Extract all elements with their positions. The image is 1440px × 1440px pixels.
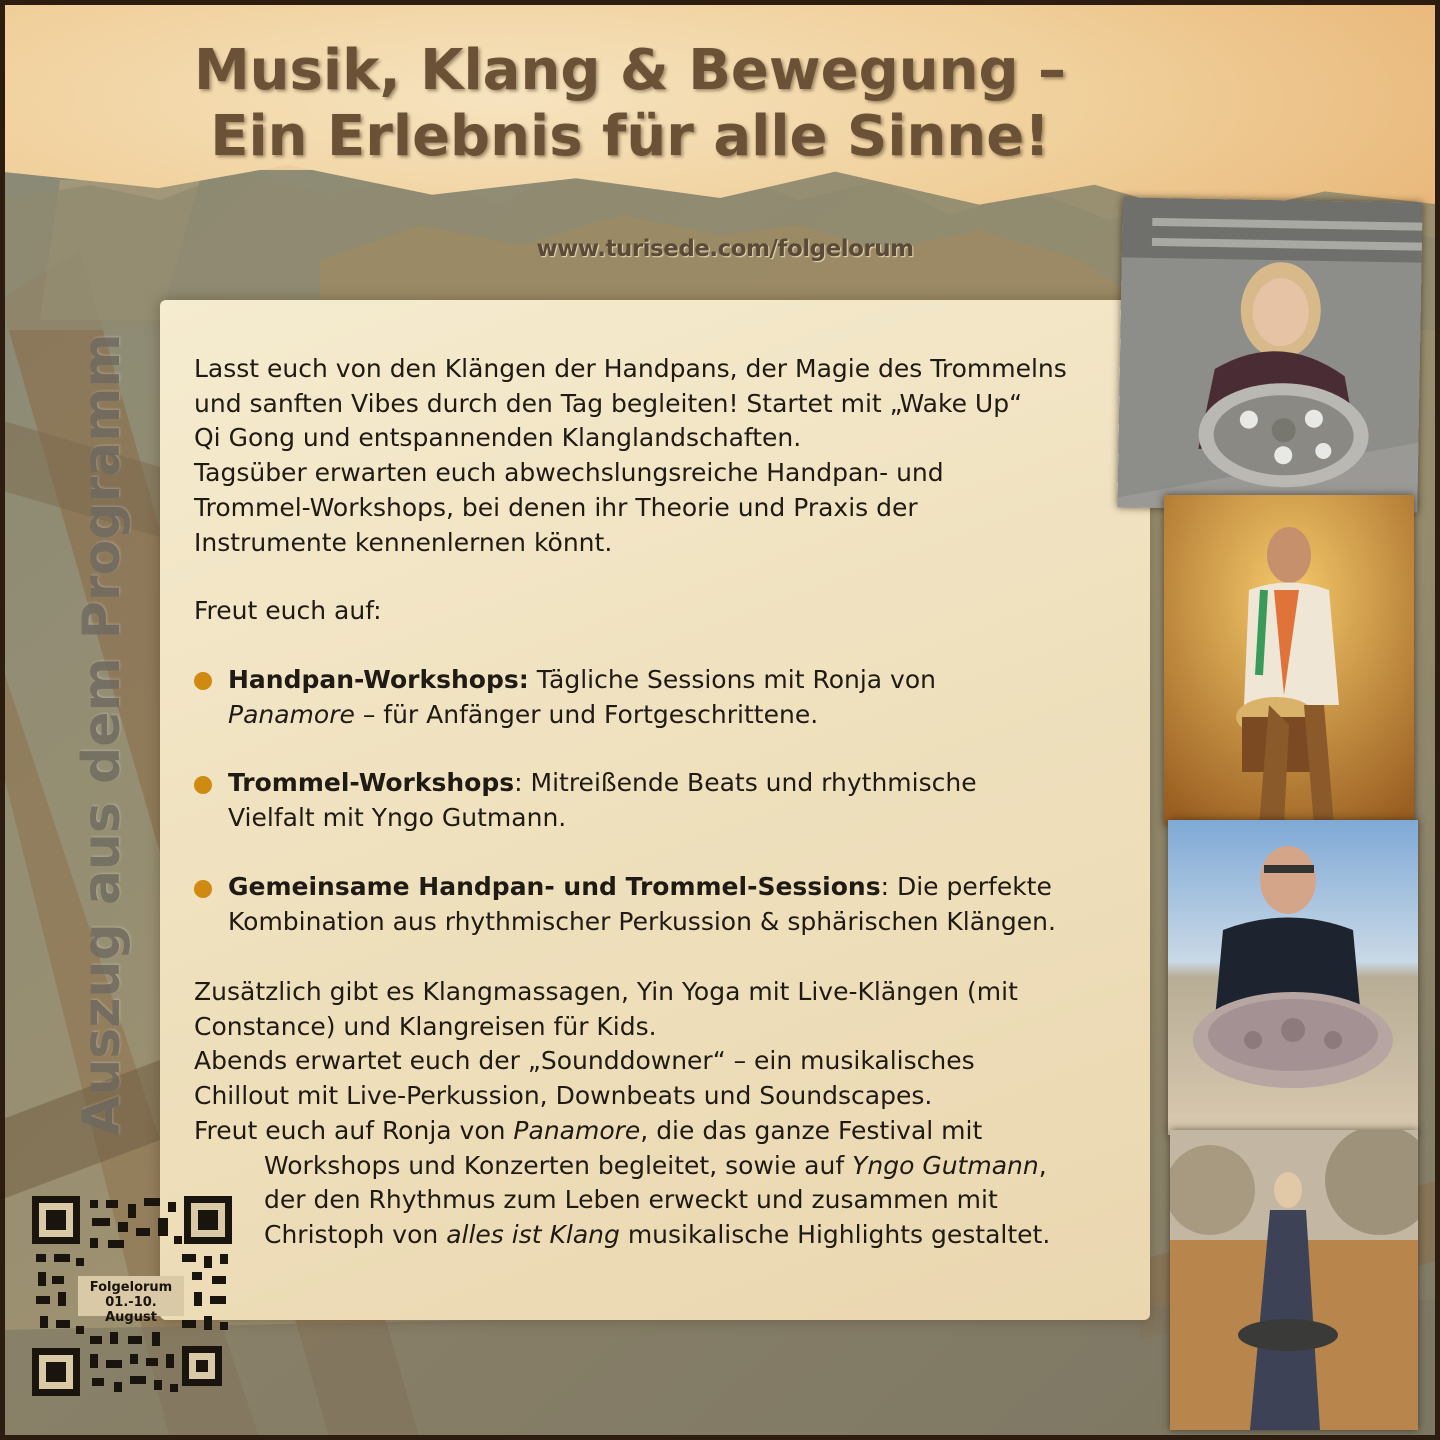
bullet-item [228,870,1056,939]
outro-text: , die das ganze Festival mit [640,1115,983,1145]
photo-handpan-girl [1117,197,1422,512]
outro-paragraph [194,975,1050,1253]
outro-text: musikalische Highlights gestaltet. [619,1219,1051,1249]
photo-drummer [1164,495,1414,825]
bullet-text: : Die perfekte [880,872,1052,901]
bullet-title: Handpan-Workshops: [228,665,529,694]
bullet-dot [194,672,212,690]
bullet-line [228,663,936,698]
photo-woman-field [1170,1130,1418,1430]
title-line-2: Ein Erlebnis für alle Sinne! [210,104,1050,169]
intro-line: Instrumente kennenlernen könnt. [194,527,613,557]
title-line-1: Musik, Klang & Bewegung – [193,38,1067,103]
website-url[interactable]: www.turisede.com/folgelorum [536,236,914,262]
photo-drummer-image [1164,495,1414,825]
photo-column [1120,195,1420,1430]
outro-line: Chillout mit Live-Perkussion, Downbeats und Soundscapes. [194,1081,933,1111]
outro-line: der den Rhythmus zum Leben erweckt und zusammen mit [264,1185,998,1215]
intro-line: Lasst euch von den Klängen der Handpans, der Magie des Trommelns [194,354,1067,383]
bullet-emphasis: Panamore [228,699,355,729]
outro-emphasis: Panamore [513,1115,641,1145]
photo-beach-handpan-image [1168,820,1418,1135]
bullet-title: Trommel-Workshops [228,768,515,797]
intro-line: und sanften Vibes durch den Tag begleiten! Startet mit „Wake Up“ [194,388,1023,418]
outro-text: Freut euch auf Ronja von [194,1115,514,1145]
outro-line [194,1149,1050,1184]
photo-woman-field-image [1170,1130,1418,1430]
photo-handpan-girl-image [1117,197,1422,512]
bullet-line: Kombination aus rhythmischer Perkussion & sphärischen Klängen. [228,906,1056,936]
outro-line [194,1114,1050,1149]
bullet-item [228,766,977,835]
bullet-item [228,663,936,732]
outro-emphasis: Yngo Gutmann [852,1150,1039,1180]
outro-line: Zusätzlich gibt es Klangmassagen, Yin Yoga mit Live-Klängen (mit [194,977,1018,1006]
freut-heading: Freut euch auf: [194,596,382,625]
intro-line: Tagsüber erwarten euch abwechslungsreiche Handpan- und [194,458,944,488]
bullet-line: Vielfalt mit Yngo Gutmann. [228,802,567,832]
bullet-line [228,766,977,801]
outro-text: , [1038,1150,1047,1180]
bullet-text: : Mitreißende Beats und rhythmische [514,768,977,797]
intro-line: Qi Gong und entspannenden Klanglandschaften. [194,423,802,453]
intro-line: Trommel-Workshops, bei denen ihr Theorie und Praxis der [194,492,918,522]
outro-text: Workshops und Konzerten begleitet, sowie auf [264,1150,853,1180]
photo-beach-handpan [1168,820,1418,1135]
intro-paragraph [194,352,1067,560]
bullet-text: Tägliche Sessions mit Ronja von [528,665,936,694]
outro-line [194,1218,1050,1253]
outro-emphasis: alles ist Klang [446,1219,620,1249]
qr-label-line-2: 01.-10. August [105,1295,157,1325]
outro-line: Abends erwartet euch der „Sounddowner“ – ein musikalisches [194,1046,975,1076]
outro-line: Constance) und Klangreisen für Kids. [194,1011,657,1041]
qr-label [78,1276,184,1325]
bullet-text: – für Anfänger und Fortgeschrittene. [354,699,819,729]
outro-text: Christoph von [264,1219,447,1249]
bullet-dot [194,880,212,898]
page-title [120,38,1140,170]
bullet-line [228,698,936,733]
bullet-dot [194,776,212,794]
bullet-title: Gemeinsame Handpan- und Trommel-Sessions [228,872,881,901]
qr-label-line-1: Folgelorum [89,1280,173,1295]
bullet-line [228,870,1056,905]
side-label: Auszug aus dem Programm [72,333,132,1137]
